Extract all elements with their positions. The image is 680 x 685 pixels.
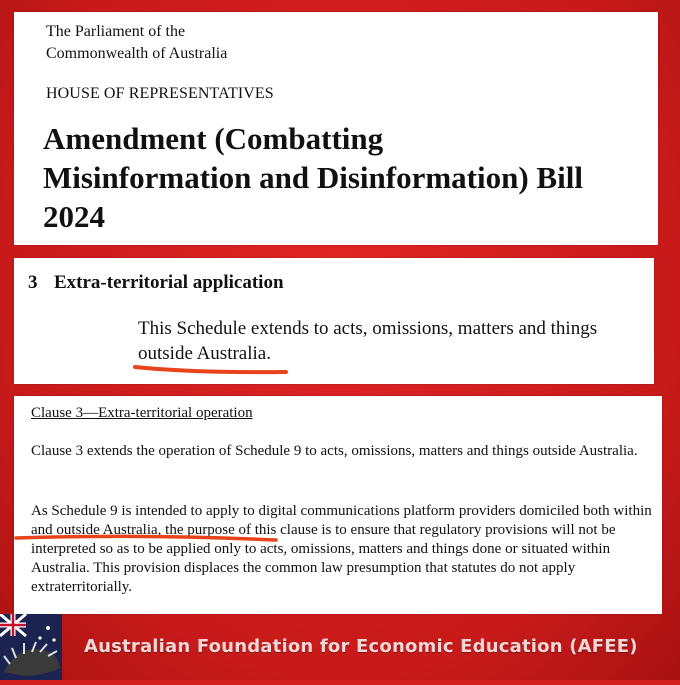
memo-highlighted-phrase: both within and outside Australia bbox=[31, 503, 652, 538]
clause-heading-text: Extra-territorial application bbox=[54, 272, 284, 293]
memo-paragraph-2 bbox=[31, 502, 661, 597]
memo-paragraph-1: Clause 3 extends the operation of Schedule 9 to acts, omissions, matters and things outside Australia. bbox=[31, 443, 638, 459]
parliament-line-1: The Parliament of the bbox=[46, 23, 186, 40]
clause-heading bbox=[28, 272, 284, 294]
clause-text-line-2 bbox=[138, 341, 658, 366]
highlighted-phrase bbox=[138, 341, 266, 366]
flag-echidna-icon bbox=[0, 614, 62, 680]
bill-title-panel bbox=[14, 12, 658, 245]
house-name: HOUSE OF REPRESENTATIVES bbox=[46, 85, 274, 102]
bill-title-line-3: 2024 bbox=[43, 199, 105, 234]
memo-paragraph-2-line-1: As Schedule 9 is intended to apply to digital communications platform providers domiciled bbox=[31, 503, 580, 519]
red-underline-mark bbox=[132, 362, 292, 376]
organization-name: Australian Foundation for Economic Education (AFEE) bbox=[84, 636, 638, 657]
memo-heading: Clause 3—Extra-territorial operation bbox=[31, 405, 253, 421]
afee-logo-icon bbox=[0, 614, 62, 680]
memorandum-panel bbox=[14, 396, 662, 614]
bill-title bbox=[43, 119, 643, 236]
clause-text-line-1: This Schedule extends to acts, omissions, matters and things bbox=[138, 318, 598, 339]
highlighted-phrase-text: outside Australia bbox=[138, 343, 267, 364]
clause-text bbox=[138, 316, 658, 366]
clause-number: 3 bbox=[28, 272, 38, 293]
clause-text-period: . bbox=[266, 343, 271, 364]
bill-title-line-1: Amendment (Combatting bbox=[43, 121, 384, 156]
parliament-line-2: Commonwealth of Australia bbox=[46, 45, 228, 62]
clause-panel bbox=[14, 258, 654, 384]
bill-title-line-2: Misinformation and Disinformation) Bill bbox=[43, 160, 583, 195]
memo-paragraph-2-rest: , the purpose of this clause is to ensure that regulatory provisions will not be interpreted so as to be applied only to acts, omissions, matters and things done or situated within Australia. This provision displaces the common law presumption that statutes do not apply extraterritorially. bbox=[31, 522, 616, 595]
memo-red-underline-mark bbox=[14, 532, 294, 546]
parliament-name bbox=[46, 21, 346, 65]
